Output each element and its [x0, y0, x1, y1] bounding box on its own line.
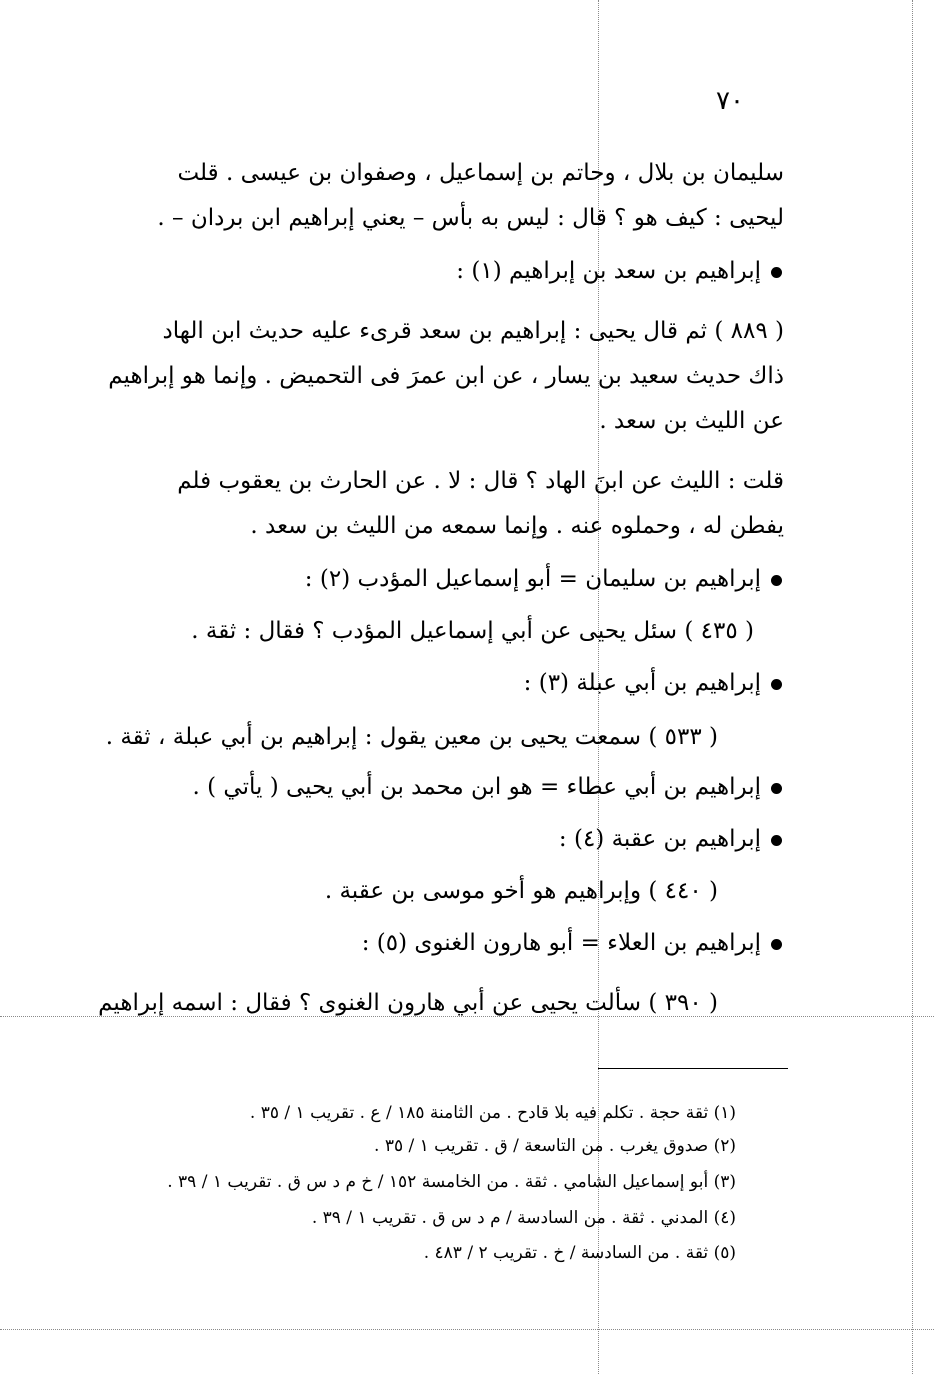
body-line: يفطن له ، وحملوه عنه . وإنما سمعه من الليث بن سعد . [250, 513, 784, 539]
body-line: ( ٣٩٠ ) سألت يحيى عن أبي هارون الغنوى ؟ فقال : اسمه إبراهيم [98, 990, 718, 1016]
footnote: (٤) المدني . ثقة . من السادسة / م د س ق . تقريب ١ / ٣٩ . [311, 1208, 736, 1228]
body-line: ( ٨٨٩ ) ثم قال يحيى : إبراهيم بن سعد قرىء عليه حديث ابن الهاد [162, 318, 784, 344]
footnote: (٥) ثقة . من السادسة / خ . تقريب ٢ / ٤٨٣ . [423, 1243, 736, 1263]
entry-heading [305, 566, 782, 592]
footnote: (٢) صدوق يغرب . من التاسعة / ق . تقريب ١ / ٣٥ . [374, 1136, 736, 1156]
entry-heading-text: إبراهيم بن أبي عبلة (٣) : [523, 670, 761, 696]
footnote-separator [598, 1068, 788, 1069]
entry-heading [362, 930, 782, 956]
body-line: ( ٥٣٣ ) سمعت يحيى بن معين يقول : إبراهيم بن أبي عبلة ، ثقة . [105, 724, 718, 750]
footnote: (٣) أبو إسماعيل الشامي . ثقة . من الخامسة ١٥٢ / خ م د س ق . تقريب ١ / ٣٩ . [167, 1172, 736, 1192]
scan-guide-line [0, 1329, 934, 1330]
entry-heading [524, 670, 782, 696]
entry-heading [456, 258, 782, 284]
entry-heading-text: إبراهيم بن العلاء = أبو هارون الغنوى (٥) : [361, 930, 761, 956]
body-line: سليمان بن بلال ، وحاتم بن إسماعيل ، وصفوان بن عيسى . قلت [177, 160, 784, 186]
page-number: ٧٠ [716, 86, 744, 116]
body-line: قلت : الليث عن ابنَ الهاد ؟ قال : لا . عن الحارث بن يعقوب فلم [177, 468, 784, 494]
bullet-icon [771, 835, 782, 846]
entry-heading-text: إبراهيم بن سليمان = أبو إسماعيل المؤدب (٢) : [304, 566, 761, 592]
entry-heading-text: إبراهيم بن أبي عطاء = هو ابن محمد بن أبي يحيى ( يأتي ) . [192, 774, 761, 800]
scan-guide-line [0, 1016, 934, 1017]
body-line: ( ٤٣٥ ) سئل يحيى عن أبي إسماعيل المؤدب ؟ فقال : ثقة . [191, 618, 754, 644]
body-line: ذاك حديث سعيد بن يسار ، عن ابن عمرَ فى التحميض . وإنما هو إبراهيم [108, 363, 784, 389]
entry-heading-text: إبراهيم بن سعد بن إبراهيم (١) : [456, 258, 761, 284]
entry-heading [193, 774, 782, 800]
bullet-icon [771, 575, 782, 586]
body-line: عن الليث بن سعد . [599, 408, 784, 434]
body-line: ( ٤٤٠ ) وإبراهيم هو أخو موسى بن عقبة . [324, 878, 718, 904]
scan-guide-line [912, 0, 913, 1374]
bullet-icon [771, 679, 782, 690]
body-line: ليحيى : كيف هو ؟ قال : ليس به بأس – يعني إبراهيم ابن بردان – . [157, 205, 784, 231]
footnote: (١) ثقة حجة . تكلم فيه بلا قادح . من الثامنة ١٨٥ / ع . تقريب ١ / ٣٥ . [249, 1103, 736, 1123]
entry-heading-text: إبراهيم بن عقبة (٤) : [558, 826, 761, 852]
bullet-icon [771, 783, 782, 794]
entry-heading [559, 826, 782, 852]
bullet-icon [771, 267, 782, 278]
bullet-icon [771, 939, 782, 950]
